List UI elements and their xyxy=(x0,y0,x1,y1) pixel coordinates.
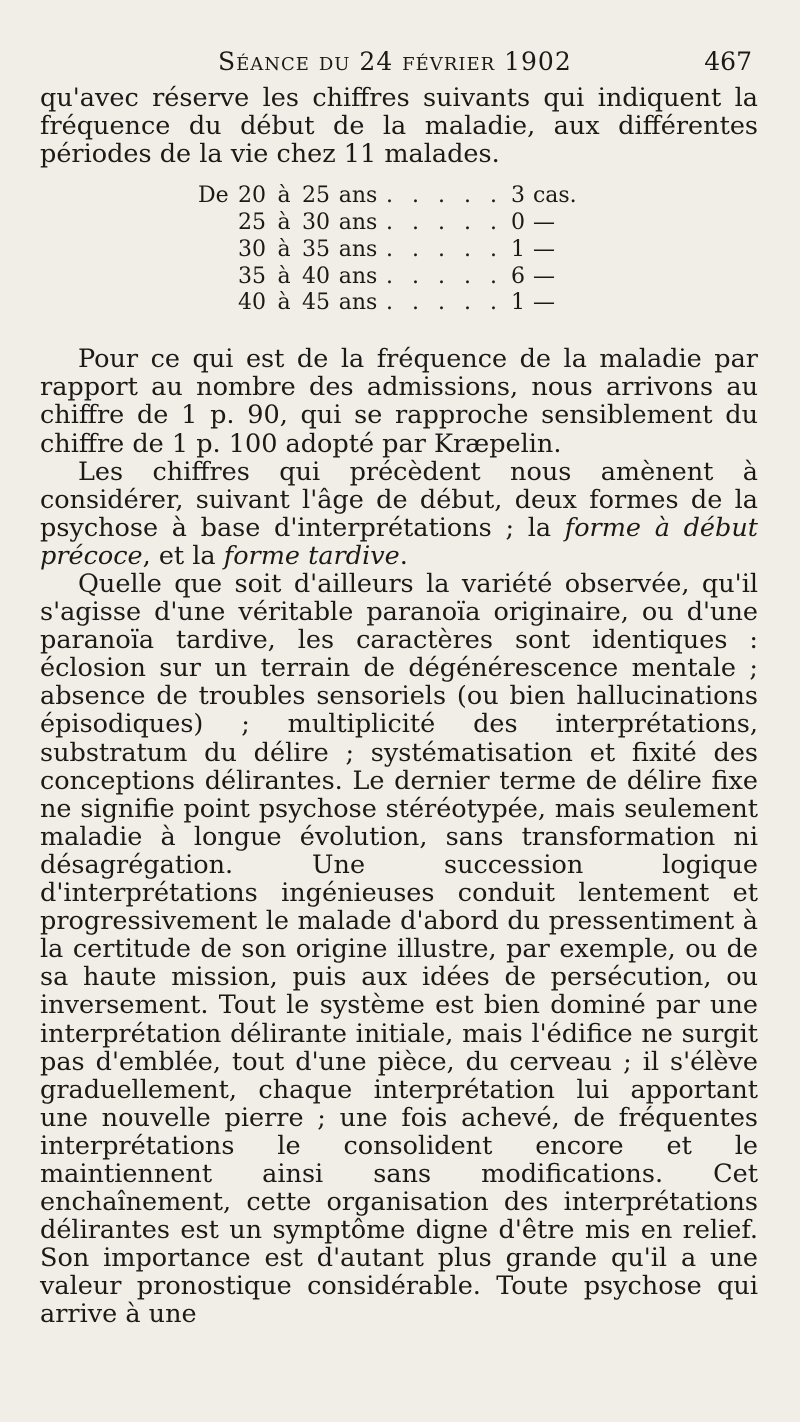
case-count: 6 xyxy=(510,263,525,289)
case-label: — xyxy=(532,290,555,316)
age-from: 20 xyxy=(238,183,266,209)
leader-dots: . . . . . xyxy=(386,263,503,289)
row-prefix xyxy=(198,237,238,264)
case-label: — xyxy=(532,210,555,236)
term-late-onset: forme tardive xyxy=(223,540,400,571)
table-row xyxy=(198,264,593,291)
main-paragraph: Quelle que soit d'ailleurs la variété observée, qu'il s'agisse d'une véritable paranoïa originaire, ou d'une paranoïa tardive, les caractères sont identiques : éclosion sur un terrain de dégénérescence mentale ; absence de troubles sensoriels (ou bien hallucinations épisodiques) ; multiplicité des interprétations, substratum du délire ; systématisation et fixité des conceptions délirantes. Le dernier terme de délire fixe ne signifie point psychose stéréotypée, mais seulement maladie à longue évolution, sans transformation ni désagrégation. Une succession logique d'interprétations ingénieuses conduit lentement et progressivement le malade d'abord du pressentiment à la certitude de son origine illustre, par exemple, ou de sa haute mission, puis aux idées de persécution, ou inversement. Tout le système est bien dominé par une interprétation délirante initiale, mais l'édifice ne surgit pas d'emblée, tout d'une pièce, du cerveau ; il s'élève graduellement, chaque interprétation lui apportant une nouvelle pierre ; une fois achevé, de fréquentes interprétations le consolident encore et le maintiennent ainsi sans modifications. Cet enchaînement, cette organisation des interprétations délirantes est un symptôme digne d'être mis en relief. Son importance est d'autant plus grande qu'il a une valeur pronostique considérable. Toute psychose qui arrive à une xyxy=(40,569,758,1330)
row-prefix: De xyxy=(198,183,229,209)
body-text xyxy=(40,84,758,1329)
age-separator: à xyxy=(277,236,291,262)
age-from: 35 xyxy=(238,263,266,289)
age-unit: ans xyxy=(338,236,378,262)
leader-dots: . . . . . xyxy=(386,210,503,236)
age-unit: ans xyxy=(338,210,378,236)
running-header xyxy=(40,42,760,82)
age-from: 25 xyxy=(238,210,266,236)
forms-paragraph xyxy=(40,458,758,570)
leader-dots: . . . . . xyxy=(386,183,503,209)
case-label: cas. xyxy=(532,183,577,209)
age-to: 40 xyxy=(302,263,330,289)
leader-dots: . . . . . xyxy=(386,236,503,262)
age-from: 30 xyxy=(238,236,266,262)
case-count: 1 xyxy=(510,290,525,316)
table-row xyxy=(198,210,593,237)
forms-middle-text: , et la xyxy=(142,540,224,571)
header-title: Séance du 24 février 1902 xyxy=(218,47,572,76)
case-count: 1 xyxy=(510,236,525,262)
age-separator: à xyxy=(277,263,291,289)
case-label: — xyxy=(532,236,555,262)
forms-end-text: . xyxy=(399,540,408,571)
frequency-paragraph: Pour ce qui est de la fréquence de la maladie par rapport au nombre des admissions, nous arrivons au chiffre de 1 p. 90, qui se rapproche sensiblement du chiffre de 1 p. 100 adopté par Kræpelin. xyxy=(40,344,758,459)
row-prefix xyxy=(198,264,238,291)
forms-lead-text: Les chiffres qui précèdent nous amènent à considérer, suivant l'âge de début, deux formes de la psychose à base d'interprétations ; la xyxy=(40,456,758,543)
case-count: 0 xyxy=(510,210,525,236)
age-to: 30 xyxy=(302,210,330,236)
age-unit: ans xyxy=(338,290,378,316)
intro-paragraph: qu'avec réserve les chiffres suivants qui indiquent la fréquence du début de la maladie, aux différentes périodes de la vie chez 11 malades. xyxy=(40,83,758,170)
age-from: 40 xyxy=(238,290,266,316)
age-frequency-table xyxy=(198,183,593,317)
case-count: 3 xyxy=(510,183,525,209)
age-separator: à xyxy=(277,183,291,209)
table-row xyxy=(198,237,593,264)
leader-dots: . . . . . xyxy=(386,290,503,316)
case-label: — xyxy=(532,263,555,289)
age-to: 25 xyxy=(302,183,330,209)
row-prefix xyxy=(198,290,238,317)
row-prefix xyxy=(198,210,238,237)
age-to: 45 xyxy=(302,290,330,316)
age-unit: ans xyxy=(338,183,378,209)
age-separator: à xyxy=(277,210,291,236)
table-row xyxy=(198,290,593,317)
page-number: 467 xyxy=(704,47,752,76)
age-unit: ans xyxy=(338,263,378,289)
age-to: 35 xyxy=(302,236,330,262)
table-row xyxy=(198,183,593,210)
term-early-onset: forme à début précoce xyxy=(40,512,758,571)
age-separator: à xyxy=(277,290,291,316)
